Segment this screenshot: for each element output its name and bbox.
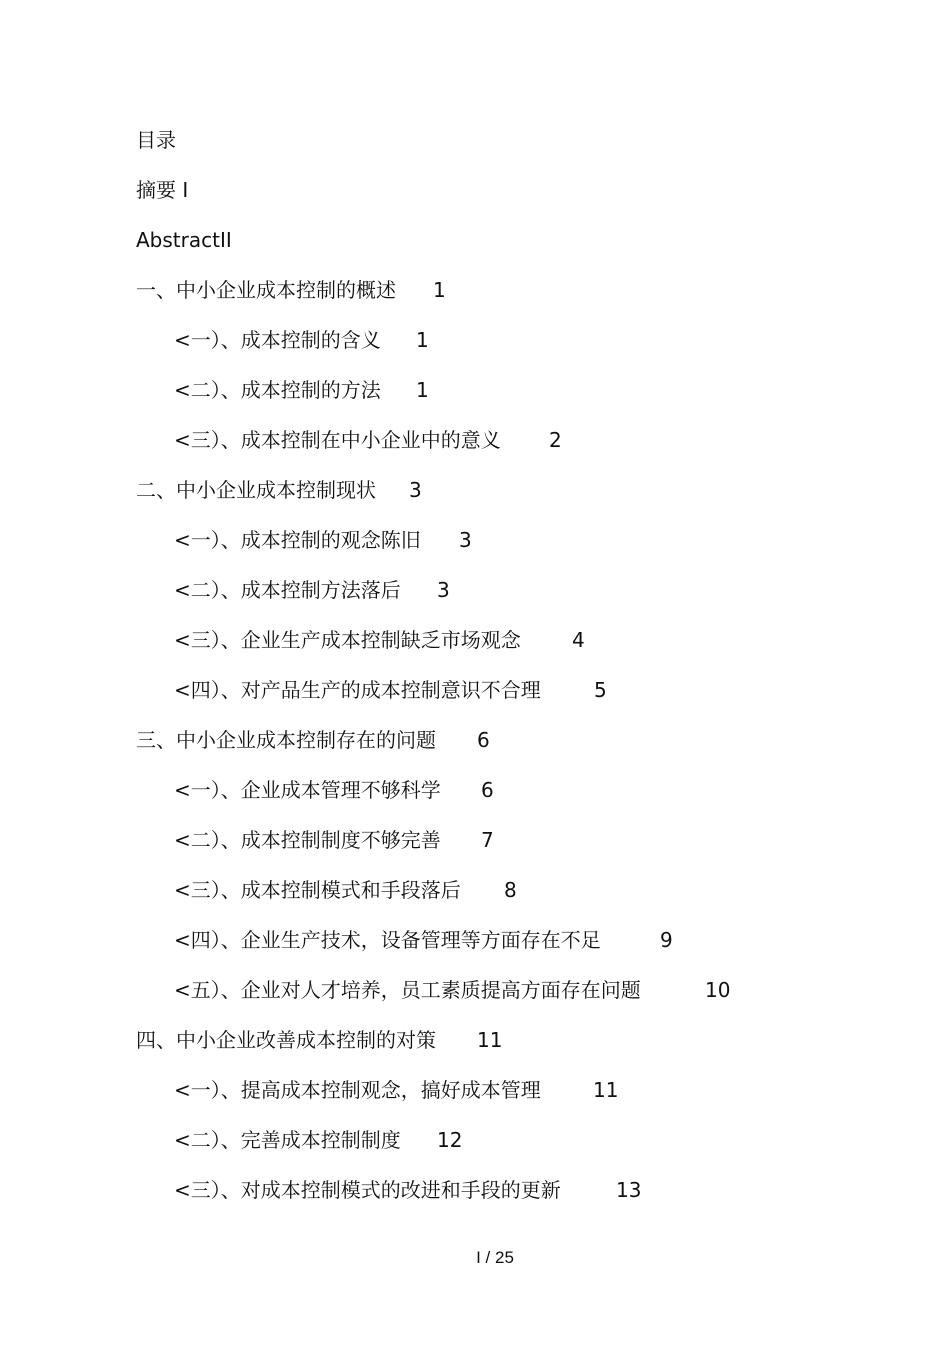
toc-entry-page: 6 (481, 778, 494, 802)
toc-entry-text: <一）、企业成本管理不够科学 (174, 778, 441, 802)
toc-entry-chapter-4 (136, 1028, 503, 1052)
toc-entry-3-4 (174, 928, 673, 952)
toc-entry-text: <三）、成本控制在中小企业中的意义 (174, 428, 501, 452)
toc-entry-3-3 (174, 878, 517, 902)
toc-entry-text: 摘要 I (136, 178, 189, 202)
toc-entry-page: 8 (504, 878, 517, 902)
toc-entry-page: 3 (459, 528, 472, 552)
toc-entry-3-5 (174, 978, 731, 1002)
toc-entry-text: <三）、成本控制模式和手段落后 (174, 878, 461, 902)
toc-entry-text: 四、中小企业改善成本控制的对策 (136, 1028, 436, 1052)
toc-entry-chapter-2 (136, 478, 422, 502)
toc-entry-page: 3 (437, 578, 450, 602)
toc-entry-text: 二、中小企业成本控制现状 (136, 478, 376, 502)
toc-entry-page: 1 (416, 328, 429, 352)
toc-entry-page: 6 (477, 728, 490, 752)
toc-entry-text: <一）、提高成本控制观念，搞好成本管理 (174, 1078, 541, 1102)
toc-entry-page: 11 (593, 1078, 619, 1102)
toc-entry-3-1 (174, 778, 494, 802)
toc-entry-page: 1 (416, 378, 429, 402)
toc-entry-page: 11 (477, 1028, 503, 1052)
toc-entry-text: AbstractII (136, 228, 232, 252)
toc-entry-4-2 (174, 1128, 463, 1152)
toc-entry-chapter-3 (136, 728, 490, 752)
toc-entry-text: <二）、成本控制的方法 (174, 378, 381, 402)
toc-entry-page: 3 (409, 478, 422, 502)
toc-entry-2-4 (174, 678, 607, 702)
toc-entry-text: <一）、成本控制的含义 (174, 328, 381, 352)
toc-entry-text: 三、中小企业成本控制存在的问题 (136, 728, 436, 752)
toc-title: 目录 (136, 128, 176, 152)
page-number-footer: I / 25 (476, 1248, 514, 1267)
toc-entry-text: <二）、完善成本控制制度 (174, 1128, 401, 1152)
toc-entry-text: <四）、对产品生产的成本控制意识不合理 (174, 678, 541, 702)
toc-entry-page: 2 (549, 428, 562, 452)
toc-entry-page: 7 (481, 828, 494, 852)
toc-entry-text: <二）、成本控制方法落后 (174, 578, 401, 602)
toc-entry-4-3 (174, 1178, 642, 1202)
toc-entry-text: <三）、企业生产成本控制缺乏市场观念 (174, 628, 521, 652)
toc-entry-1-2 (174, 378, 429, 402)
toc-entry-page: 13 (616, 1178, 642, 1202)
toc-entry-1-1 (174, 328, 429, 352)
toc-entry-4-1 (174, 1078, 619, 1102)
toc-entry-page: 12 (437, 1128, 463, 1152)
toc-entry-text: 一、中小企业成本控制的概述 (136, 278, 396, 302)
toc-entry-2-1 (174, 528, 472, 552)
toc-entry-abstract-cn (136, 178, 188, 202)
toc-entry-2-2 (174, 578, 450, 602)
toc-entry-2-3 (174, 628, 585, 652)
toc-entry-chapter-1 (136, 278, 446, 302)
toc-entry-text: <一）、成本控制的观念陈旧 (174, 528, 421, 552)
toc-entry-page: 5 (594, 678, 607, 702)
toc-entry-1-3 (174, 428, 562, 452)
toc-entry-text: <二）、成本控制制度不够完善 (174, 828, 441, 852)
toc-entry-page: 9 (660, 928, 673, 952)
toc-entry-page: 4 (572, 628, 585, 652)
toc-entry-abstract-en (136, 228, 232, 252)
toc-entry-3-2 (174, 828, 494, 852)
toc-entry-page: 10 (705, 978, 731, 1002)
toc-entry-text: <三）、对成本控制模式的改进和手段的更新 (174, 1178, 561, 1202)
toc-entry-text: <四）、企业生产技术，设备管理等方面存在不足 (174, 928, 601, 952)
toc-entry-text: <五）、企业对人才培养，员工素质提高方面存在问题 (174, 978, 641, 1002)
toc-entry-page: 1 (433, 278, 446, 302)
